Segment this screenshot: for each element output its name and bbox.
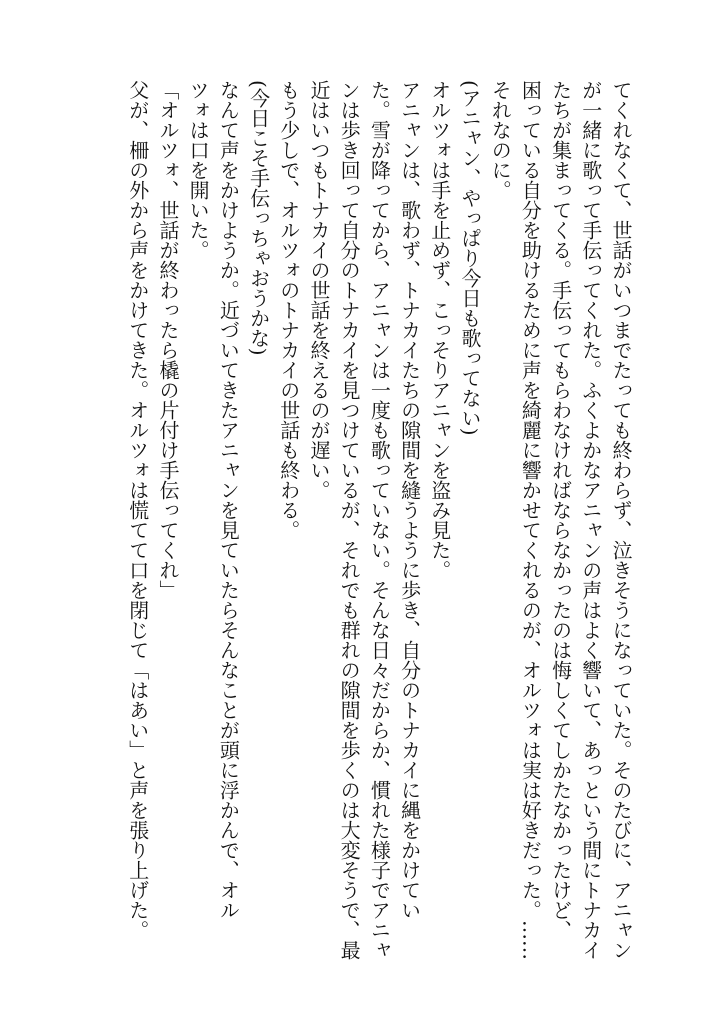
text-line: 困っている自分を助けるために声を綺麗に響かせてくれるのが、オルツォは実は好きだった。…… [518, 80, 543, 960]
text-line: それなのに。 [488, 80, 513, 200]
text-line: (今日こそ手伝っちゃおうかな) [246, 80, 271, 356]
text-line: オルツォは手を止めず、こっそりアニャンを盗み見た。 [427, 80, 452, 580]
text-line: が一緒に歌って手伝ってくれた。ふくよかなアニャンの声はよく響いて、あっという間にトナカイ [578, 80, 603, 960]
text-line: (アニャン、やっぱり今日も歌ってない) [457, 80, 482, 436]
vertical-text-body [123, 80, 636, 960]
text-line: 父が、柵の外から声をかけてきた。オルツォは慌てて口を閉じて「はあい」と声を張り上げた。 [125, 80, 150, 940]
text-line: たちが集まってくる。手伝ってもらわなければならなかったのは悔しくてしかたなかったけど、 [548, 80, 573, 940]
text-line: アニャンは、歌わず、トナカイたちの隙間を縫うように歩き、自分のトナカイに縄をかけてい [397, 80, 422, 920]
text-line: ンは歩き回って自分のトナカイを見つけているが、それでも群れの隙間を歩くのは大変そうで、最 [337, 80, 362, 960]
text-line: 「オルツォ、世話が終わったら橇の片付け手伝ってくれ」 [155, 80, 180, 600]
text-line: もう少しで、オルツォのトナカイの世話も終わる。 [276, 80, 301, 540]
text-line: てくれなくて、世話がいつまでたっても終わらず、泣きそうになっていた。そのたびに、アニャン [609, 80, 633, 960]
text-line: 近はいつもトナカイの世話を終えるのが遅い。 [306, 80, 331, 500]
text-line: ツォは口を開いた。 [186, 80, 211, 260]
text-line: なんて声をかけようか。近づいてきたアニャンを見ていたらそんなことが頭に浮かんで、オル [216, 80, 241, 920]
text-line: た。雪が降ってから、アニャンは一度も歌っていない。そんな日々だからか、慣れた様子でアニャ [367, 80, 392, 960]
